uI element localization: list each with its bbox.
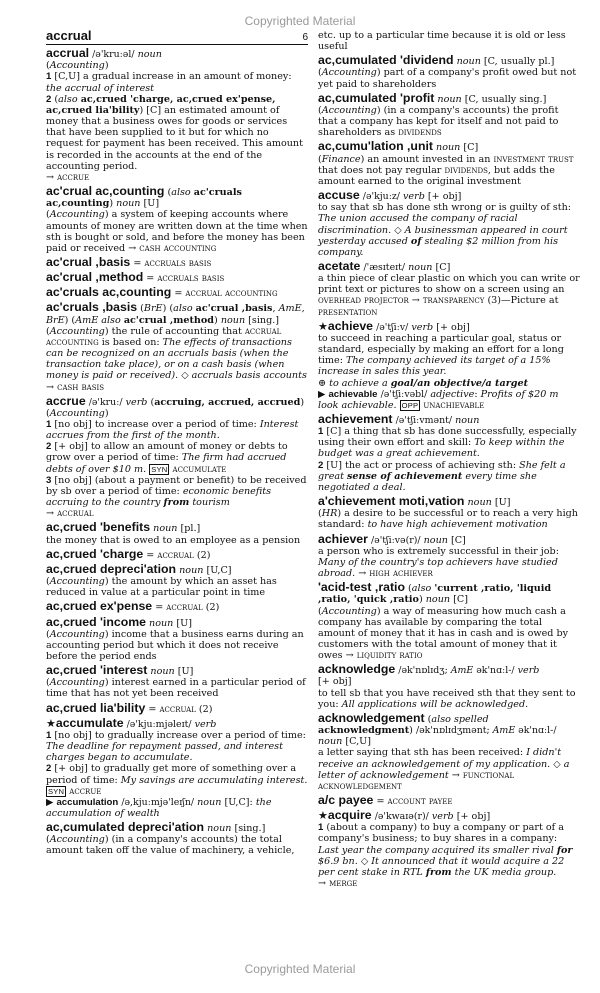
watermark-top: Copyrighted Material bbox=[244, 14, 356, 28]
entry-accruals-accounting: ac'cruals ac,counting = accrual accounting bbox=[46, 285, 278, 300]
entry-accuse: accuse /ə'kjuːz/ verb [+ obj] to say that sb has done sth wrong or is guilty of sth: The union accused the company of racial discrimination. ◇ A businessman appeared in court yesterday accused of stealing $2 million from his company. bbox=[318, 188, 572, 258]
entry-achiever: achiever /ə'tʃiːvə(r)/ noun [C] a person who is extremely successful in their job: Many of the country's top achievers have studied abroad. → high achiever bbox=[318, 531, 559, 580]
entry-accrued-expense: ac,crued ex'pense = accrual (2) bbox=[46, 599, 220, 614]
entry-accrue: accrue /ə'kruː/ verb (accruing, accrued, accrued) (Accounting) 1 [no obj] to increase over a period of time: Interest accrues from the first of the month. 2 [+ obj] to allow an amount of money or debts to grow over a period of time: The firm had accrued debts of over $10 m. SYN accumulate 3 [no obj] (about a payment or benefit) to be received by sb over a period of time: economic benefits accruing to the country from tourism → accrual bbox=[46, 393, 307, 520]
entry-accrual-basis: ac'crual ,basis = accruals basis bbox=[46, 254, 212, 269]
entry-accumulated-depreciation: ac,cumulated depreci'ation noun [sing.] (Accounting) (in a company's accounts) the total amount taken off the value of machinery, a vehicle, bbox=[46, 820, 295, 857]
entry-acquire: ★acquire /ə'kwaɪə(r)/ verb [+ obj] 1 (about a company) to buy a company or part of a company's business; to buy shares in a company: Last year the company acquired its smaller rival for $6.9 bn. ◇ It announced that it would acquire a 22 per cent stake in RTL from the UK media group. → merge bbox=[318, 808, 573, 890]
right-column bbox=[318, 30, 580, 892]
entry-accrued-interest: ac,crued 'interest noun [U] (Accounting) interest earned in a particular period of time that has not yet been received bbox=[46, 663, 306, 700]
entry-acknowledgement: acknowledgement (also spelled acknowledgment) /ək'nɒlɪdʒmənt; AmE ək'nɑːl-/ noun [C,U] a letter saying that sth has been received: I didn't receive an acknowledgement of my application. ◇ a letter of acknowledgement → functional acknowledgement bbox=[318, 710, 570, 792]
entry-acetate: acetate /'æsɪteɪt/ noun [C] a thin piece of clear plastic on which you can write or print text or pictures to show on a screen using an overhead projector → transparency (3)—Picture at presentation bbox=[318, 258, 580, 318]
left-column bbox=[46, 30, 308, 860]
guide-word: accrual bbox=[46, 28, 92, 43]
entry-accruals-basis: ac'cruals ,basis (BrE) (also ac'crual ,basis, AmE, BrE) (AmE also ac'crual ,method) noun [sing.] (Accounting) the rule of accounting that accrual accounting is based on: The effects of transactions can be recognized on an accruals basis (when the transaction take place), or on a cash basis (when money is paid or received). ◇ accruals basis accounts → cash basis bbox=[46, 300, 307, 393]
right-entries bbox=[318, 30, 580, 889]
entry-accrued-income: ac,crued 'income noun [U] (Accounting) income that a business earns during an accounting period but which it does not receive before the period ends bbox=[46, 614, 304, 662]
entry-accrual: accrual /ə'kruːəl/ noun (Accounting) 1 [C,U] a gradual increase in an amount of money: the accrual of interest 2 (also ac,crued 'charge, ac,crued ex'pense, ac,crued lia'bility) [C] an estimated amount of money that a business owes for goods or services that have been supplied to it but for which no request for payment has been received. This amount is recorded in the accounts at the end of the accounting period. → accrue bbox=[46, 46, 303, 183]
entry-accumulate: ★accumulate /ə'kjuːmjəleɪt/ verb 1 [no obj] to gradually increase over a period of time: The deadline for repayment passed, and interest charges began to accumulate. 2 [+ obj] to gradually get more of something over a period of time: My savings are accumulating interest. SYN accrue ▶ accumulation /ə,kjuːmjə'leɪʃn/ noun [U,C]: the accumulation of wealth bbox=[46, 715, 308, 819]
entry-accrual-method: ac'crual ,method = accruals basis bbox=[46, 270, 225, 285]
entry-accrued-liability: ac,crued lia'bility = accrual (2) bbox=[46, 700, 213, 715]
entry-accumulated-profit: ac,cumulated 'profit noun [C, usually sing.] (Accounting) (in a company's accounts) the profit that a company has kept for itself and not paid to shareholders as dividends bbox=[318, 90, 559, 139]
entry-accumulated-depreciation-cont: etc. up to a particular time because it is old or less useful bbox=[318, 30, 566, 53]
entry-acid-test-ratio: 'acid-test ,ratio (also 'current ,ratio, 'liquid ,ratio, 'quick ,ratio) noun [C] (Accounting) a way of measuring how much cash a company has available by comparing the total amount of money that it has in cash and is owed by customers with the total amount of money that it owes → liquidity ratio bbox=[318, 580, 569, 662]
page-number: 6 bbox=[302, 32, 308, 43]
entry-achievement-motivation: a'chievement moti,vation noun [U] (HR) a desire to be successful or to reach a very high standard: to have high achievement motivation bbox=[318, 494, 578, 531]
running-header bbox=[46, 30, 308, 45]
entry-accumulation-unit: ac,cumu'lation ,unit noun [C] (Finance) an amount invested in an investment trust that does not pay regular dividends, but adds the amount earned to the original investment bbox=[318, 139, 574, 187]
entry-accrued-benefits: ac,crued 'benefits noun [pl.] the money that is owed to an employee as a pension bbox=[46, 520, 301, 546]
entry-accrual-accounting: ac'crual ac,counting (also ac'cruals ac,counting) noun [U] (Accounting) a system of keeping accounts where amounts of money are written down at the time when sth is bought or sold, and before the money has been paid or received → cash accounting bbox=[46, 184, 308, 254]
entry-accumulated-dividend: ac,cumulated 'dividend noun [C, usually pl.] (Accounting) part of a company's profit owed but not yet paid to shareholders bbox=[318, 53, 577, 90]
entry-accrued-depreciation: ac,crued depreci'ation noun [U,C] (Accounting) the amount by which an asset has reduced in value at a particular point in time bbox=[46, 561, 277, 599]
left-entries bbox=[46, 48, 308, 856]
entry-accrued-charge: ac,crued 'charge = accrual (2) bbox=[46, 546, 211, 561]
entry-achievement: achievement /ə'tʃiːvmənt/ noun 1 [C] a thing that sb has done successfully, especially using their own effort and skill: To keep within the budget was a great achievement. 2 [U] the act or process of achieving sth: She felt a great sense of achievement every time she negotiated a deal. bbox=[318, 412, 577, 493]
entry-acknowledge: acknowledge /ək'nɒlɪdʒ; AmE ək'nɑːl-/ verb [+ obj] to tell sb that you have received sth that they sent to you: All applications will be acknowledged. bbox=[318, 662, 576, 710]
entry-achieve: ★achieve /ə'tʃiːv/ verb [+ obj] to succeed in reaching a particular goal, status or standard, especially by making an effort for a long time: The company achieved its target of a 15% increase in sales this year. ⊕ to achieve a goal/an objective/a target ▶ achievable /ə'tʃiːvəbl/ adjective: Profits of $20 m look achievable. OPP unachievable bbox=[318, 318, 564, 411]
watermark-bottom: Copyrighted Material bbox=[244, 962, 356, 976]
entry-ac-payee: a/c payee = account payee bbox=[318, 793, 453, 807]
